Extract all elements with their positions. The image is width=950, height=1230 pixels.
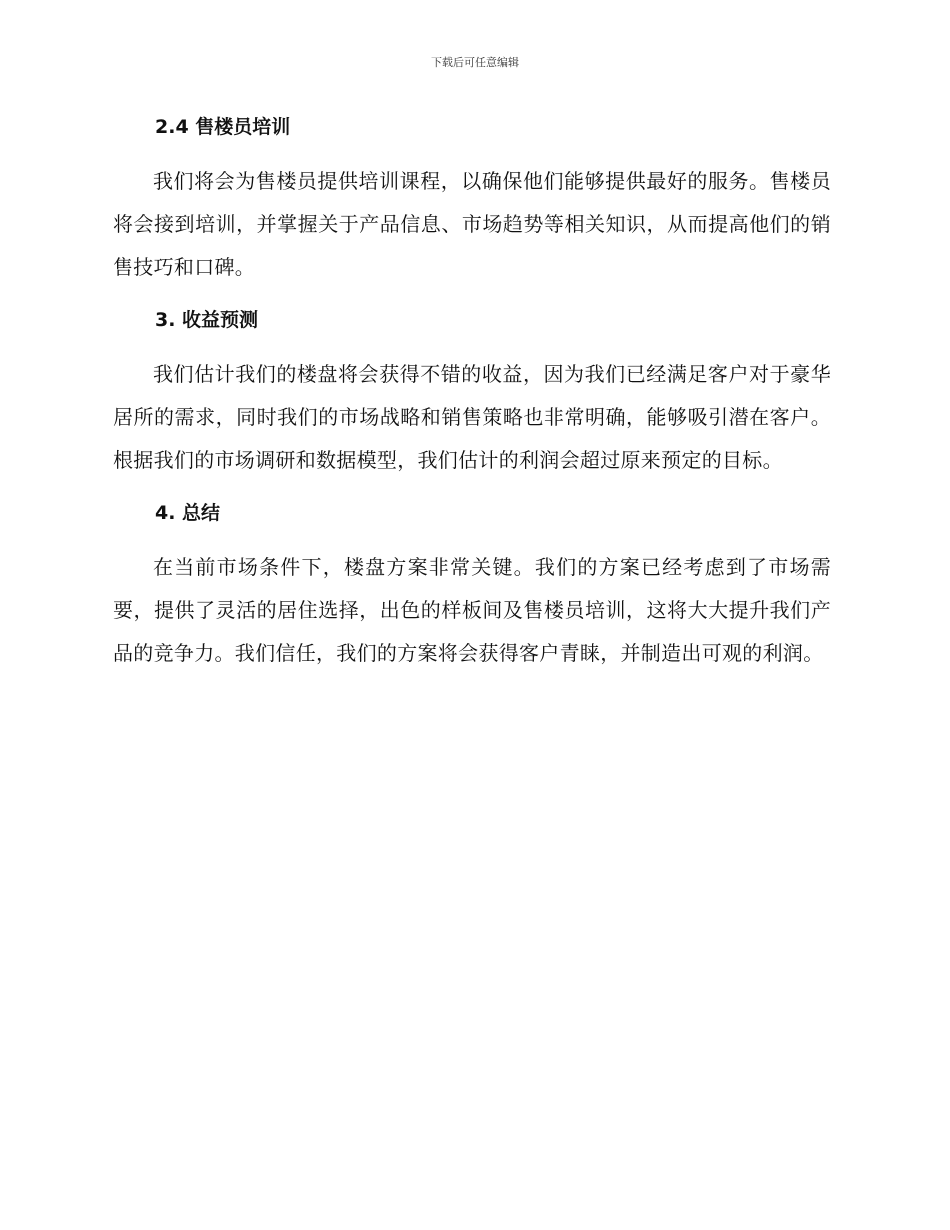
section-heading: 4. 总结	[155, 502, 221, 524]
page-header: 下载后可任意编辑	[431, 56, 519, 69]
section-summary	[113, 496, 831, 675]
section-heading: 2.4 售楼员培训	[155, 116, 291, 138]
section-heading: 3. 收益预测	[155, 309, 259, 331]
section-sales-staff-training	[113, 110, 831, 289]
section-paragraph: 我们将会为售楼员提供培训课程，以确保他们能够提供最好的服务。售楼员将会接到培训，并掌握关于产品信息、市场趋势等相关知识，从而提高他们的销售技巧和口碑。	[113, 169, 831, 279]
section-revenue-forecast	[113, 303, 831, 482]
document-body	[113, 110, 831, 689]
section-paragraph: 在当前市场条件下，楼盘方案非常关键。我们的方案已经考虑到了市场需要，提供了灵活的居住选择，出色的样板间及售楼员培训，这将大大提升我们产品的竞争力。我们信任，我们的方案将会获得客户青睐，并制造出可观的利润。	[113, 555, 831, 665]
section-paragraph: 我们估计我们的楼盘将会获得不错的收益，因为我们已经满足客户对于豪华居所的需求，同时我们的市场战略和销售策略也非常明确，能够吸引潜在客户。根据我们的市场调研和数据模型，我们估计的利润会超过原来预定的目标。	[113, 362, 831, 472]
